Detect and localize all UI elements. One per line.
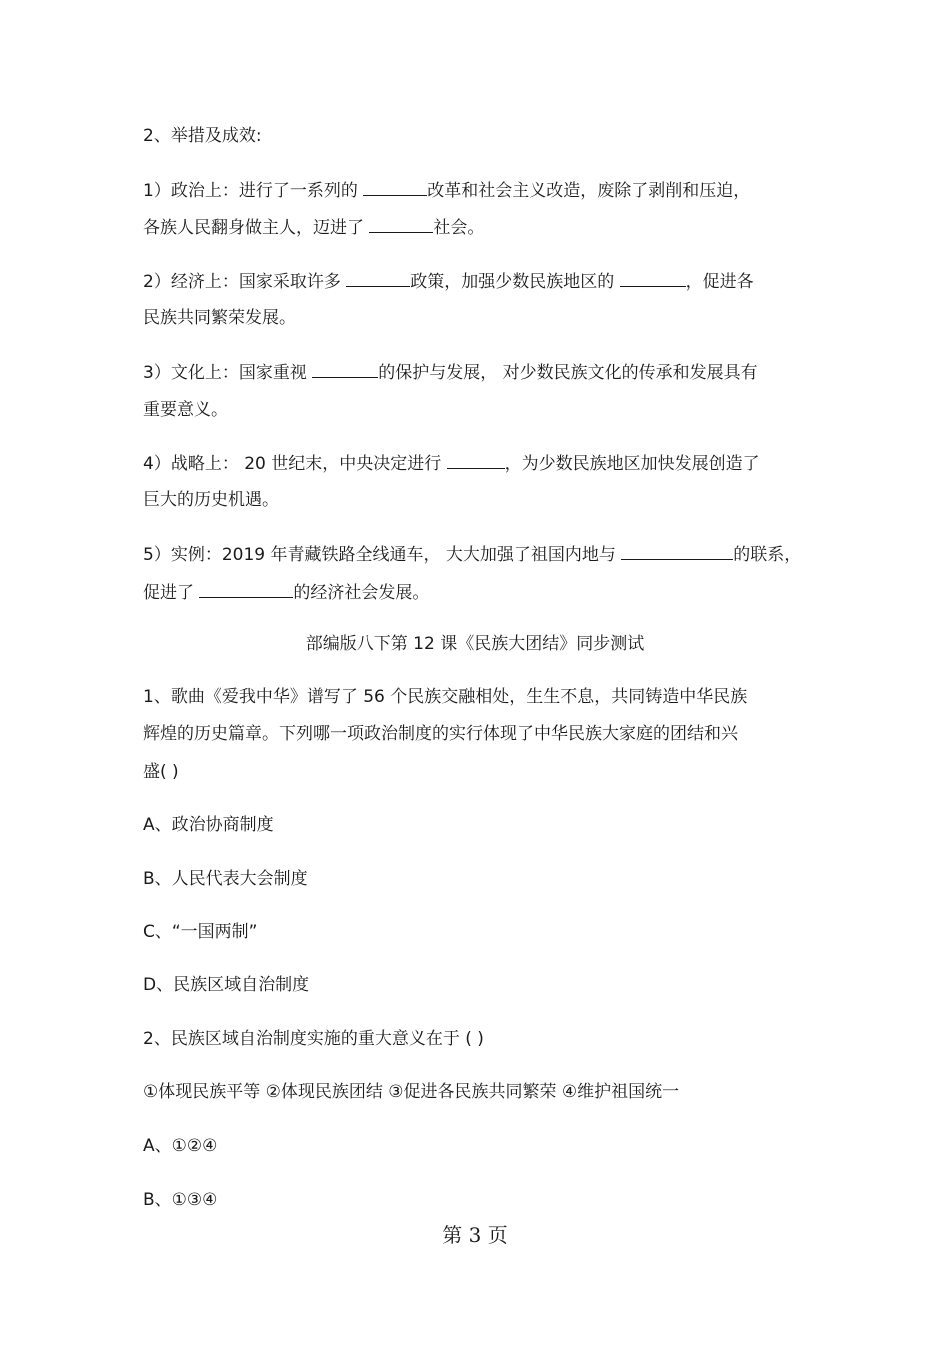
fill-blank[interactable] — [199, 579, 293, 598]
fill-blank[interactable] — [363, 177, 427, 196]
q1-option-b[interactable]: B、人民代表大会制度 — [143, 869, 308, 889]
question-1-line-3: 盛( ) — [143, 762, 179, 782]
fill-blank[interactable] — [447, 450, 505, 469]
fill-blank[interactable] — [346, 268, 410, 287]
item-5-text-b: 的联系， — [733, 545, 802, 565]
question-1-line-1: 1、歌曲《爱我中华》谱写了 56 个民族交融相处，生生不息，共同铸造中华民族 — [143, 687, 748, 707]
item-2-text-a: 2）经济上：国家采取许多 — [143, 272, 347, 292]
fill-blank[interactable] — [369, 214, 433, 233]
item-3-text-a: 3）文化上：国家重视 — [143, 363, 313, 383]
item-1-text-c: 各族人民翻身做主人，迈进了 — [143, 218, 370, 238]
q1-option-a[interactable]: A、政治协商制度 — [143, 815, 274, 835]
test-title: 部编版八下第 12 课《民族大团结》同步测试 — [305, 634, 645, 654]
item-2-text-c: ，促进各 — [685, 272, 754, 292]
item-3-text-b: 的保护与发展， 对少数民族文化的传承和发展具有 — [378, 363, 758, 383]
item-1-text-b: 改革和社会主义改造，废除了剥削和压迫， — [427, 181, 751, 201]
item-1-text-a: 1）政治上：进行了一系列的 — [143, 181, 364, 201]
item-2-line-1 — [143, 268, 754, 294]
fill-blank[interactable] — [621, 541, 733, 560]
item-3-line-2: 重要意义。 — [143, 400, 228, 420]
question-2-stem: 2、民族区域自治制度实施的重大意义在于 ( ) — [143, 1029, 484, 1049]
question-2-choices: ①体现民族平等 ②体现民族团结 ③促进各民族共同繁荣 ④维护祖国统一 — [143, 1082, 680, 1102]
item-4-line-2: 巨大的历史机遇。 — [143, 490, 279, 510]
item-3-line-1 — [143, 359, 758, 385]
item-2-text-b: 政策，加强少数民族地区的 — [410, 272, 620, 292]
q1-option-d[interactable]: D、民族区域自治制度 — [143, 975, 310, 995]
question-1-line-2: 辉煌的历史篇章。下列哪一项政治制度的实行体现了中华民族大家庭的团结和兴 — [143, 724, 738, 744]
q2-option-b[interactable]: B、①③④ — [143, 1190, 218, 1210]
q1-option-c[interactable]: C、“一国两制” — [143, 922, 258, 942]
item-1-text-d: 社会。 — [433, 218, 485, 238]
item-1-line-2 — [143, 214, 484, 240]
item-5-line-2 — [143, 579, 429, 605]
item-4-text-a: 4）战略上： 20 世纪末，中央决定进行 — [143, 454, 447, 474]
item-5-line-1 — [143, 541, 801, 567]
fill-blank[interactable] — [312, 359, 378, 378]
item-5-text-a: 5）实例：2019 年青藏铁路全线通车， 大大加强了祖国内地与 — [143, 545, 622, 565]
item-4-line-1 — [143, 450, 760, 476]
section-heading: 2、举措及成效: — [143, 126, 262, 146]
item-5-text-d: 的经济社会发展。 — [293, 583, 430, 603]
q2-option-a[interactable]: A、①②④ — [143, 1136, 218, 1156]
item-1-line-1 — [143, 177, 750, 203]
page-number: 第 3 页 — [442, 1223, 508, 1247]
fill-blank[interactable] — [620, 268, 686, 287]
item-5-text-c: 促进了 — [143, 583, 200, 603]
item-2-line-2: 民族共同繁荣发展。 — [143, 308, 296, 328]
item-4-text-b: ，为少数民族地区加快发展创造了 — [504, 454, 760, 474]
